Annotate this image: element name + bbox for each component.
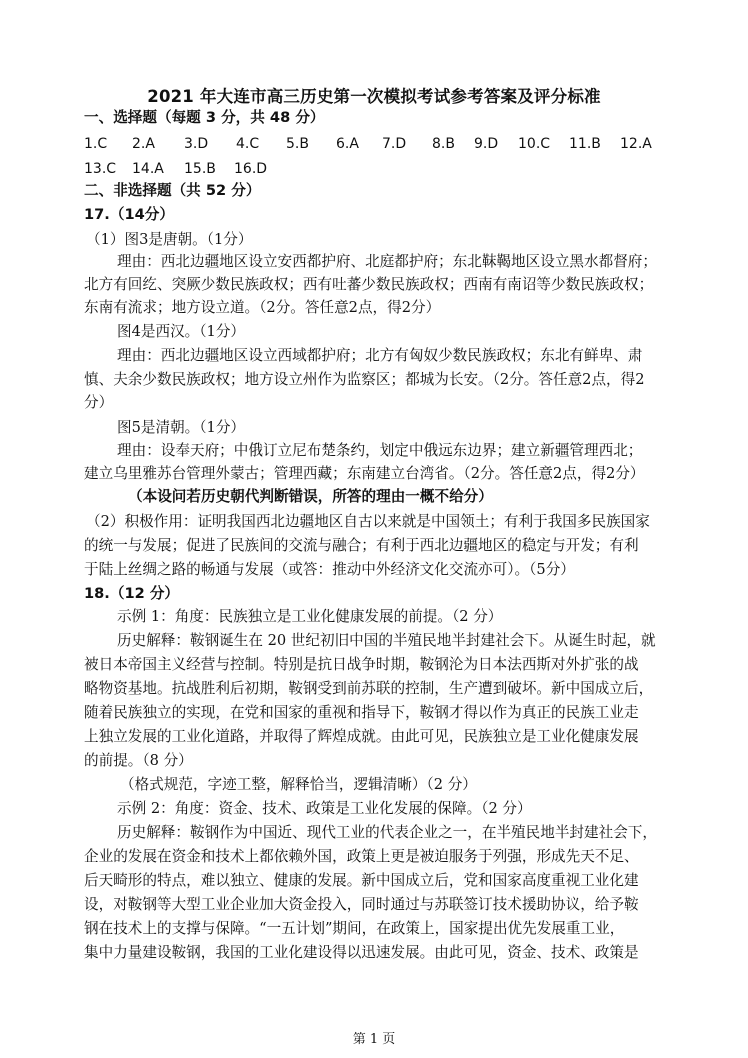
- q18-line: （格式规范，字迹工整，解释恰当，逻辑清晰）（2 分）: [120, 776, 477, 793]
- answer-item: 15.B: [184, 161, 216, 177]
- q18-line: 随着民族独立的实现，在党和国家的重视和指导下，鞍钢才得以作为真正的民族工业走: [84, 704, 639, 721]
- q18-heading: 18.（12 分）: [84, 585, 180, 602]
- q18-line: 历史解释：鞍钢作为中国近、现代工业的代表企业之一，在半殖民地半封建社会下，: [117, 824, 657, 841]
- q17-line: 东南有流求；地方设立道。（2分。答任意2点，得2分）: [84, 299, 441, 316]
- q17-line: 建立乌里雅苏台管理外蒙古；管理西藏；东南建立台湾省。（2分。答任意2点，得2分）: [84, 465, 645, 482]
- q17-line: （1）图3是唐朝。（1分）: [86, 231, 253, 248]
- page-number: 第 1 页: [352, 1032, 396, 1047]
- answer-item: 6.A: [336, 136, 359, 152]
- answer-item: 7.D: [382, 136, 407, 152]
- q18-line: 企业的发展在资金和技术上都依赖外国，政策上更是被迫服务于列强，形成先天不足、: [84, 848, 639, 865]
- section2-heading: 二、非选择题（共 52 分）: [84, 182, 261, 199]
- answer-item: 2.A: [132, 136, 155, 152]
- answer-item: 10.C: [518, 136, 551, 152]
- q17-line: 理由：西北边疆地区设立安西都护府、北庭都护府；东北靺鞨地区设立黑水都督府；: [117, 253, 657, 270]
- answer-item: 16.D: [234, 161, 268, 177]
- q17-note: （本设问若历史朝代判断错误，所答的理由一概不给分）: [128, 488, 493, 505]
- page-title: 2021 年大连市高三历史第一次模拟考试参考答案及评分标准: [147, 87, 601, 106]
- answer-item: 4.C: [236, 136, 260, 152]
- q18-line: 设，对鞍钢等大型工业企业加大资金投入，同时通过与苏联签订技术援助协议，给予鞍: [84, 896, 639, 913]
- q18-line: 被日本帝国主义经营与控制。特别是抗日战争时期，鞍钢沦为日本法西斯对外扩张的战: [84, 656, 639, 673]
- q17-line: 的统一与发展；促进了民族间的交流与融合；有利于西北边疆地区的稳定与开发；有利: [84, 537, 639, 554]
- q17-line: 于陆上丝绸之路的畅通与发展（或答：推动中外经济文化交流亦可）。（5分）: [84, 561, 575, 578]
- q18-line: 集中力量建设鞍钢，我国的工业化建设得以迅速发展。由此可见，资金、技术、政策是: [84, 944, 639, 961]
- answer-item: 11.B: [569, 136, 601, 152]
- q18-line: 上独立发展的工业化道路，并取得了辉煌成就。由此可见，民族独立是工业化健康发展: [84, 728, 639, 745]
- answer-item: 1.C: [84, 136, 108, 152]
- answer-item: 5.B: [286, 136, 309, 152]
- q17-line: （2）积极作用：证明我国西北边疆地区自古以来就是中国领土；有利于我国多民族国家: [86, 513, 650, 530]
- q17-line: 图4是西汉。（1分）: [117, 323, 246, 340]
- answer-item: 3.D: [184, 136, 209, 152]
- q18-line: 示例 1：角度：民族独立是工业化健康发展的前提。（2 分）: [117, 608, 503, 625]
- q18-line: 历史解释：鞍钢诞生在 20 世纪初旧中国的半殖民地半封建社会下。从诞生时起，就: [117, 632, 656, 649]
- q17-line: 分）: [84, 394, 114, 411]
- answer-item: 14.A: [132, 161, 164, 177]
- q17-line: 理由：西北边疆地区设立西域都护府；北方有匈奴少数民族政权；东北有鲜卑、肃: [117, 347, 643, 364]
- q18-line: 钢在技术上的支撑与保障。“一五计划”期间，在政策上，国家提出优先发展重工业，: [84, 920, 625, 937]
- answer-item: 13.C: [84, 161, 117, 177]
- q17-line: 北方有回纥、突厥少数民族政权；西有吐蕃少数民族政权；西南有南诏等少数民族政权；: [84, 276, 654, 293]
- section1-heading: 一、选择题（每题 3 分，共 48 分）: [84, 109, 325, 126]
- answer-item: 9.D: [474, 136, 499, 152]
- answer-item: 8.B: [432, 136, 455, 152]
- answer-item: 12.A: [620, 136, 652, 152]
- q18-line: 略物资基地。抗战胜利后初期，鞍钢受到前苏联的控制，生产遭到破坏。新中国成立后，: [84, 680, 654, 697]
- q18-line: 的前提。（8 分）: [84, 752, 193, 769]
- q17-line: 图5是清朝。（1分）: [117, 419, 246, 436]
- q18-line: 示例 2：角度：资金、技术、政策是工业化发展的保障。（2 分）: [117, 800, 532, 817]
- q18-line: 后天畸形的特点，难以独立、健康的发展。新中国成立后，党和国家高度重视工业化建: [84, 872, 639, 889]
- q17-heading: 17.（14分）: [84, 206, 174, 223]
- q17-line: 慎、夫余少数民族政权；地方设立州作为监察区；都城为长安。（2分。答任意2点，得2: [84, 371, 645, 388]
- q17-line: 理由：设奉天府；中俄订立尼布楚条约，划定中俄远东边界；建立新疆管理西北；: [117, 442, 643, 459]
